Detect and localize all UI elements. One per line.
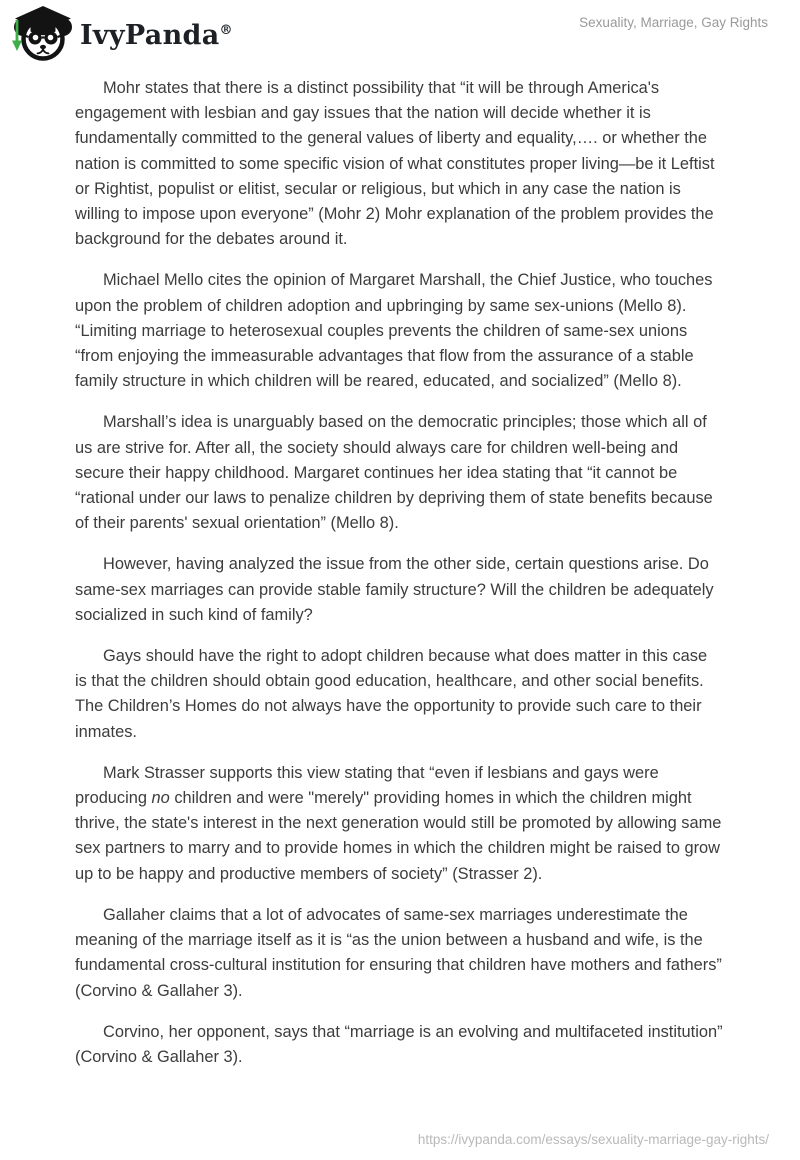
paragraph	[75, 903, 723, 1004]
text-run: Gallaher claims that a lot of advocates of same-sex marriages underestimate the meaning of the marriage itself as it is “as the union between a husband and wife, is the fundamental cross-cultural institution for ensuring that children have mothers and fathers” (Corvino & Gallaher 3).	[75, 905, 722, 1000]
brand-name-text: IvyPanda	[80, 20, 220, 51]
page-footer	[418, 1132, 769, 1147]
paragraph	[75, 761, 723, 887]
paragraph	[75, 644, 723, 745]
page-header	[0, 0, 800, 64]
text-run: However, having analyzed the issue from the other side, certain questions arise. Do same-sex marriages can provide stable family structure? Will the children be adequately socialized in such kind of family?	[75, 555, 714, 624]
document-title: Sexuality, Marriage, Gay Rights	[579, 15, 768, 30]
paragraph	[75, 552, 723, 628]
registered-trademark-symbol: ®	[219, 23, 233, 38]
italic-text-run: no	[151, 789, 170, 808]
paragraph	[75, 410, 723, 536]
text-run: children and were "merely" providing homes in which the children might thrive, the state's interest in the next generation would still be promoted by allowing same sex partners to marry and to provide homes in which the children might be raised to grow up to be happy and productive members of society” (Strasser 2).	[75, 789, 722, 883]
ivypanda-panda-logo-icon	[8, 5, 72, 63]
text-run: Corvino, her opponent, says that “marriage is an evolving and multifaceted institution” (Corvino & Gallaher 3).	[75, 1022, 723, 1066]
paragraph	[75, 268, 723, 394]
text-run: Mohr states that there is a distinct possibility that “it will be through America's engagement with lesbian and gay issues that the nation will decide whether it is fundamentally committed to the general values of liberty and equality,…. or whether the nation is committed to some specific vision of what constitutes proper living—be it Leftist or Rightist, populist or elitist, secular or religious, but which in any case the nation is willing to impose upon everyone” (Mohr 2) Mohr explanation of the problem provides the background for the debates around it.	[75, 79, 715, 249]
text-run: Gays should have the right to adopt children because what does matter in this case is that the children should obtain good education, healthcare, and other social benefits. The Children’s Homes do not always have the opportunity to provide such care to their inmates.	[75, 647, 708, 741]
paragraph	[75, 76, 723, 252]
text-run: Marshall’s idea is unarguably based on the democratic principles; those which all of us are strive for. After all, the society should always care for children well-being and secure their happy childhood. Margaret continues her idea stating that “it cannot be “rational under our laws to penalize children by depriving them of state benefits because of their parents' sexual orientation” (Mello 8).	[75, 413, 713, 533]
text-run: Michael Mello cites the opinion of Margaret Marshall, the Chief Justice, who touches upon the problem of children adoption and upbringing by same sex-unions (Mello 8). “Limiting marriage to heterosexual couples prevents the children of same-sex unions “from enjoying the immeasurable advantages that flow from the assurance of a stable family structure in which children will be reared, educated, and socialized” (Mello 8).	[75, 271, 713, 391]
paragraph	[75, 1020, 723, 1070]
text-run: Mark Strasser supports this view stating that “even if lesbians and gays were producing	[75, 763, 659, 808]
brand	[8, 2, 233, 65]
article	[75, 76, 723, 1070]
brand-name	[80, 2, 233, 65]
source-url: https://ivypanda.com/essays/sexuality-marriage-gay-rights/	[417, 1132, 769, 1147]
